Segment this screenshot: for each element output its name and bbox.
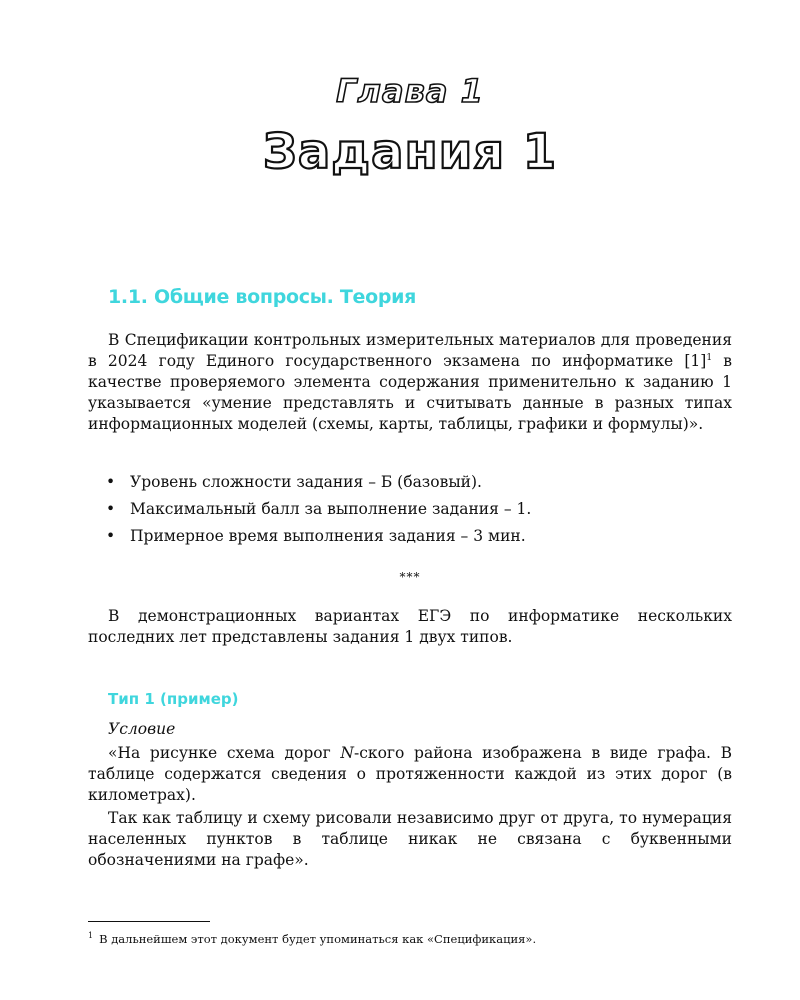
list-item [88,526,732,547]
bullet-icon: • [106,500,116,518]
chapter-label: Глава 1 [336,72,484,110]
footnote [88,928,732,947]
bullet-icon: • [106,527,116,545]
footnote-text: В дальнейшем этот документ будет упоминаться как «Спецификация». [99,931,537,946]
chapter-title: Задания 1 [262,124,558,180]
condition-paragraph-2: Так как таблицу и схему рисовали независимо друг от друга, то нумерация населенных пунктов в таблице никак не связана с буквенными обозначениями на графе». [88,809,732,869]
intro-paragraph [88,330,732,435]
condition-text-end: -ского района изображена в виде графа. В таблице содержатся сведения о протяженности каждой из этих дорог (в километрах). [88,744,732,804]
list-item [88,499,732,520]
condition-label: Условие [108,720,176,738]
intro-text-end: в качестве проверяемого элемента содержания применительно к заданию 1 указывается «умение представлять и считывать данные в разных типах информационных моделей (схемы, карты, таблицы, графики и формулы)». [88,352,733,433]
footnote-reference[interactable]: 1 [706,352,713,363]
task-facts-list [88,472,732,553]
condition-text-start: «На рисунке схема дорог [108,744,341,762]
intro-text-start: В Спецификации контрольных измерительных материалов для проведения в 2024 году Единого государственного экзамена по информатике [1] [88,331,732,370]
list-item-text: Примерное время выполнения задания – 3 мин. [130,527,526,545]
section-separator: *** [399,570,421,584]
list-item [88,472,732,493]
list-item-text: Уровень сложности задания – Б (базовый). [130,473,482,491]
type-heading: Тип 1 (пример) [108,690,239,708]
footnote-number: 1 [88,931,94,940]
district-name: N [340,744,354,762]
demo-paragraph: В демонстрационных вариантах ЕГЭ по информатике нескольких последних лет представлены задания 1 двух типов. [88,607,732,646]
list-item-text: Максимальный балл за выполнение задания – 1. [130,500,532,518]
bullet-icon: • [106,473,116,491]
footnote-divider [88,921,210,922]
section-heading: 1.1. Общие вопросы. Теория [108,286,417,308]
condition-paragraph-1 [88,743,732,806]
